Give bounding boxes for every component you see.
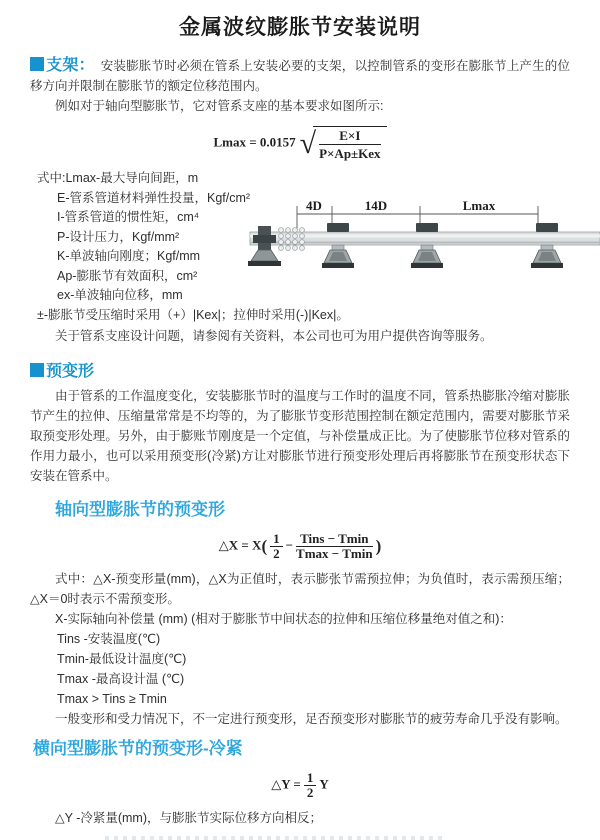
definition-item: 式中:Lmax-最大导向间距，m [37,171,199,185]
axial-formula-explanation: 式中：△X-预变形量(mm)，△X为正值时，表示膨张节需预拉伸；为负值时，表示需预压缩；△X＝0时表示不需预变形。 [30,572,570,606]
lateral-coldpull-formula [0,771,600,800]
guide-formula-lhs: Lmax = 0.0157 [213,134,296,150]
one-half-fraction: $\frac{1}{2}$ [270,532,283,561]
definition-item: E-管系管道材料弹性投量，Kgf/cm² [57,190,251,205]
definition-item: Ap-膨胀节有效面积，cm² [57,268,198,283]
support-section-lead [30,56,570,96]
definition-item: P-设计压力，Kgf/mm² [57,229,180,244]
predeform-heading-label: 预变形 [46,363,95,380]
dimension-label-lmax: Lmax [462,198,496,213]
definitions-and-diagram [0,169,600,325]
guide-formula-numerator: E×I [319,128,380,145]
axial-subheading: 轴向型膨胀节的预变形 [55,500,225,519]
close-paren: ) [375,536,382,556]
axial-x-definition: X-实际轴向补偿量 (mm) (相对于膨胀节中间状态的拉伸和压缩位移量绝对值之和)： [55,612,512,626]
support-lead-text: 安装膨胀节时必须在管系上安装必要的支架，以控制管系的变形在膨胀节上产生的位移方向并限制在膨胀节的额定位移范围内。 [30,59,570,93]
page-title: 金属波纹膨胀节安装说明 [179,16,421,39]
section-square-icon [30,57,44,71]
minus-sign: − [285,537,294,553]
definition-item: ±-膨胀节受压缩时采用（+）|Kex|；拉伸时采用(-)|Kex|。 [37,307,349,322]
lateral-subheading: 横向型膨胀节的预变形-冷紧 [33,739,243,758]
cutoff-text-line [105,836,445,840]
axial-predeform-formula [0,532,600,561]
temp-line-tmin: Tmin-最低设计温度(℃) [57,652,187,666]
guide-support [411,223,443,268]
definition-item: ex-单波轴向位移，mm [57,288,183,302]
guide-formula-denominator: P×Ap±Kex [319,146,381,161]
pipe-support-diagram [250,197,600,292]
support-note: 关于管系支座设计问题，请参阅有关资料，本公司也可为用户提供咨询等服务。 [55,329,493,343]
dimension-label-4d: 4D [306,198,322,213]
dimension-label-14d: 14D [364,198,388,213]
support-example-line: 例如对于轴向型膨胀节，它对管系支座的基本要求如图所示: [55,99,384,113]
axial-remark: 一般变形和受力情况下，不一定进行预变形，足否预变形对膨胀节的疲劳寿命几乎没有影响。 [55,712,568,726]
predeform-paragraph: 由于管系的工作温度变化，安装膨胀节时的温度与工作时的温度不同，管系热膨胀冷缩对膨胀节产生的拉伸、压缩量常常是不均等的，为了膨胀节变形范围控制在额定范围内，需要对膨胀节采取预变形处理。另外，由于膨账节刚度是一个定值，与补偿量成正比。为了使膨胀节位移对管系的作用力最小，也可以采用预变形(冷紧)方让对膨胀节进行预变形处理后再将膨胀节在预变形状态下安装在管系中。 [30,389,570,483]
temp-line-tins: Tins -安装温度(℃) [57,632,161,646]
lateral-y-definition: △Y -冷紧量(mm)，与膨胀节实际位移方向相反； [55,811,323,825]
document-page [0,14,600,825]
temperature-fraction: $\frac{\text{Tins − Tmin}}{Tmax - Tmin}$ [296,531,373,561]
guide-spacing-formula [0,126,600,161]
one-half-fraction: $\frac{1}{2}$ [304,771,317,800]
guide-support [531,223,563,268]
axial-formula-lhs: △X = X [218,537,262,553]
predeform-section-heading [30,362,600,382]
guide-formula-fraction [313,126,386,161]
definition-item: K-单波轴向刚度；Kgf/mm [57,249,201,263]
support-heading-label: 支架： [46,57,95,74]
lateral-formula-rhs: Y [319,776,329,792]
definition-item: I-管系管道的惯性矩，cm⁴ [57,210,200,224]
open-paren: ( [261,536,268,556]
temp-line-tmax: Tmax -最高设计温 (℃) [57,672,185,686]
lateral-formula-lhs: △Y = [271,776,301,792]
radical-sign: √ [299,126,317,160]
section-square-icon [30,363,44,377]
support-section-heading [30,59,101,73]
temp-inequality: Tmax > Tins ≥ Tmin [57,692,167,706]
guide-support [322,223,354,268]
